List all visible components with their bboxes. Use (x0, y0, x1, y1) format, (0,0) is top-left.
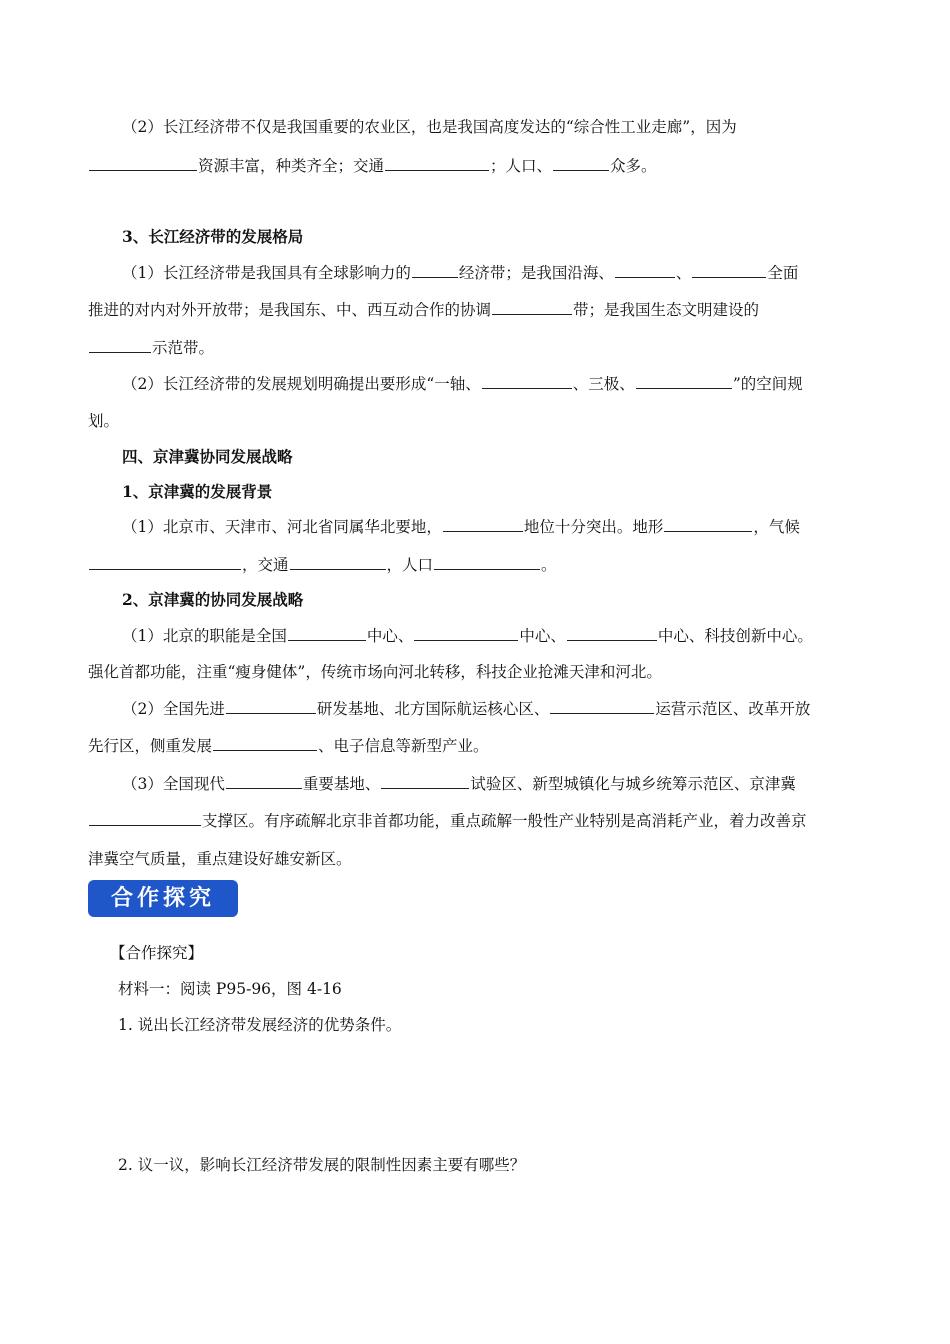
paragraph: （1）北京的职能是全国 中心、 中心、 中心、科技创新中心。 (122, 627, 813, 645)
question-1: 1. 说出长江经济带发展经济的优势条件。 (118, 1016, 402, 1034)
fill-blank[interactable] (553, 155, 609, 171)
fill-blank[interactable] (482, 373, 572, 389)
paragraph: （1）长江经济带是我国具有全球影响力的 经济带；是我国沿海、 、 全面 (122, 264, 799, 282)
material-reference: 材料一：阅读 P95-96，图 4-16 (118, 980, 342, 998)
fill-blank[interactable] (443, 516, 523, 532)
paragraph: 推进的对内对外开放带；是我国东、中、西互动合作的协调 带；是我国生态文明建设的 (88, 301, 760, 319)
section-heading: 2、京津冀的协同发展战略 (122, 590, 304, 609)
fill-blank[interactable] (414, 625, 518, 641)
fill-blank[interactable] (89, 810, 201, 826)
subsection-title: 【合作探究】 (110, 944, 204, 962)
fill-blank[interactable] (89, 554, 241, 570)
paragraph: 资源丰富，种类齐全；交通 ；人口、 众多。 (88, 155, 657, 177)
fill-blank[interactable] (381, 773, 469, 789)
paragraph: 划。 (88, 412, 120, 430)
paragraph: 先行区，侧重发展 、电子信息等新型产业。 (88, 737, 489, 755)
paragraph: （2）全国先进 研发基地、北方国际航运核心区、 运营示范区、改革开放 (122, 700, 811, 718)
cooperative-inquiry-badge: 合作探究 (88, 880, 238, 917)
fill-blank[interactable] (226, 773, 302, 789)
fill-blank[interactable] (89, 155, 197, 171)
fill-blank[interactable] (567, 625, 657, 641)
fill-blank[interactable] (550, 698, 654, 714)
paragraph: （3）全国现代 重要基地、 试验区、新型城镇化与城乡统筹示范区、京津冀 (122, 775, 796, 793)
fill-blank[interactable] (636, 373, 732, 389)
fill-blank[interactable] (213, 735, 317, 751)
section-heading: 1、京津冀的发展背景 (122, 482, 273, 501)
paragraph: 强化首都功能，注重“瘦身健体”，传统市场向河北转移，科技企业抢滩天津和河北。 (88, 663, 662, 681)
paragraph: 示范带。 (88, 337, 214, 359)
fill-blank[interactable] (615, 262, 675, 278)
paragraph: （2）长江经济带的发展规划明确提出要形成“一轴、 、三极、 ”的空间规 (122, 375, 803, 393)
paragraph: ，交通 ，人口 。 (88, 554, 557, 576)
paragraph: 支撑区。有序疏解北京非首都功能，重点疏解一般性产业特别是高消耗产业，着力改善京 (88, 810, 807, 832)
fill-blank[interactable] (385, 155, 489, 171)
fill-blank[interactable] (290, 554, 386, 570)
question-2: 2. 议一议，影响长江经济带发展的限制性因素主要有哪些？ (118, 1156, 526, 1174)
fill-blank[interactable] (288, 625, 366, 641)
paragraph: （1）北京市、天津市、河北省同属华北要地， 地位十分突出。地形 ，气候 (122, 518, 800, 536)
fill-blank[interactable] (226, 698, 316, 714)
fill-blank[interactable] (412, 262, 458, 278)
fill-blank[interactable] (664, 516, 752, 532)
fill-blank[interactable] (492, 299, 572, 315)
fill-blank[interactable] (89, 337, 151, 353)
fill-blank[interactable] (434, 554, 540, 570)
section-heading: 四、京津冀协同发展战略 (122, 447, 293, 466)
paragraph: 津冀空气质量，重点建设好雄安新区。 (88, 850, 352, 868)
fill-blank[interactable] (692, 262, 766, 278)
section-heading: 3、长江经济带的发展格局 (122, 227, 304, 246)
paragraph: （2）长江经济带不仅是我国重要的农业区，也是我国高度发达的“综合性工业走廊”，因为 (122, 118, 737, 136)
